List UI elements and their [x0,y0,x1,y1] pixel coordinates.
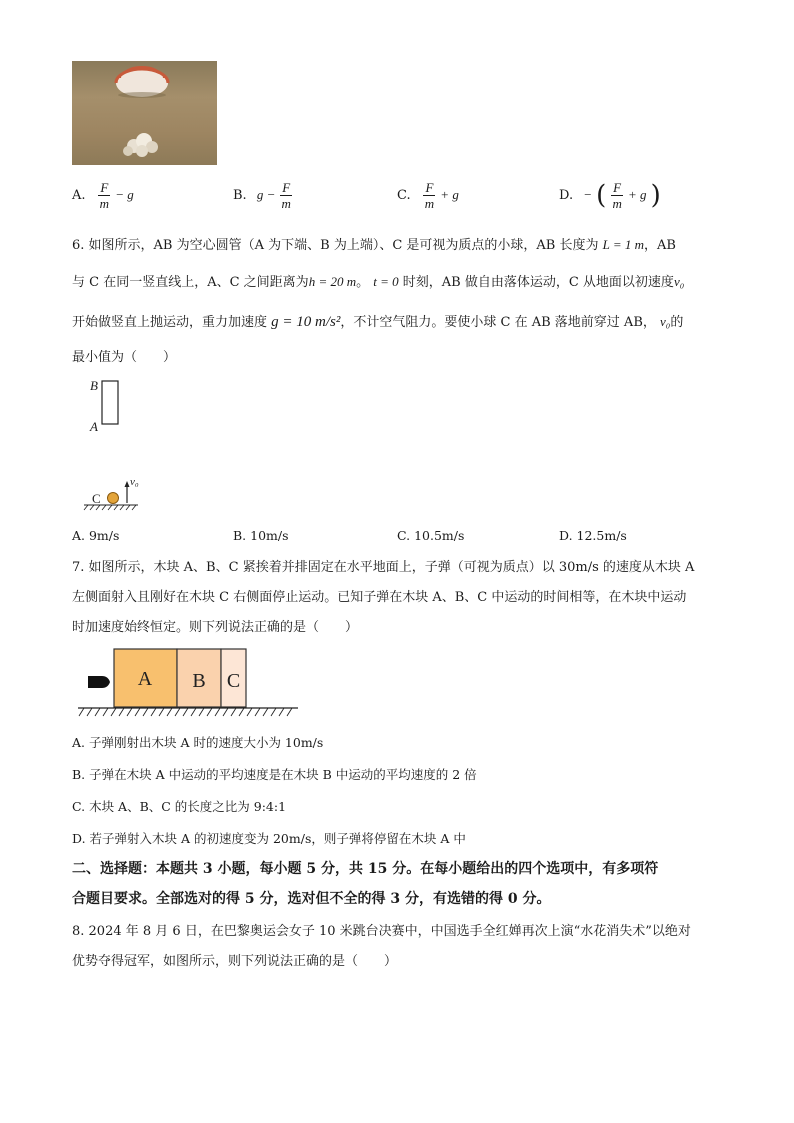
q7-option-c: C. 木块 A、B、C 的长度之比为 9:4:1 [72,799,287,814]
q7-option-b: B. 子弹在木块 A 中运动的平均速度是在木块 B 中运动的平均速度的 2 倍 [72,767,477,782]
section-2-heading-line-1: 二、选择题：本题共 3 小题，每小题 5 分，共 15 分。在每小题给出的四个选项中，有多项符 [72,861,659,877]
q6-line-4: 最小值为（ ） [72,350,177,365]
q7-option-a: A. 子弹刚射出木块 A 时的速度大小为 10m/s [72,735,324,750]
block-b-label: B [192,670,206,692]
ball-c [108,493,119,504]
q5-option-c: C. $\frac{F}{m}$ + g [397,180,459,211]
fraction: $\frac{F}{m}$ [281,180,291,211]
q8-line-1: 8. 2024 年 8 月 6 日，在巴黎奥运会女子 10 米跳台决赛中，中国选手全红婵再次上演“水花消失术”以绝对 [72,924,691,939]
block-c-label: C [226,670,241,692]
section-2-heading-line-2: 合题目要求。全部选对的得 5 分，选对但不全的得 3 分，有选错的得 0 分。 [72,891,551,907]
label-b: B [90,378,98,393]
q6-option-d: D. 12.5m/s [559,528,627,543]
q7-line-2: 左侧面射入且刚好在木块 C 右侧面停止运动。已知子弹在木块 A、B、C 中运动的时间相等，在木块中运动 [72,590,687,605]
q8-line-2: 优势夺得冠军，如图所示，则下列说法正确的是（ ） [72,954,398,969]
q6-option-b: B. 10m/s [233,528,289,543]
right-paren: ) [650,180,661,211]
q7-option-d: D. 若子弹射入木块 A 的初速度变为 20m/s，则子弹将停留在木块 A 中 [72,831,466,846]
q5-option-d: D. − ( $\frac{F}{m}$ + g ) [559,180,661,211]
q5-option-a: A. $\frac{F}{m}$ − g [72,180,134,211]
q6-figure [82,375,162,515]
q7-line-1: 7. 如图所示，木块 A、B、C 紧挨着并排固定在水平地面上，子弹（可视为质点）以 30m/s 的速度从木块 A [72,560,695,575]
q6-option-a: A. 9m/s [72,528,120,543]
q7-figure [76,646,302,720]
block-a-label: A [137,668,153,690]
label-a: A [90,419,98,434]
bullet-icon [88,676,110,688]
q7-line-3: 时加速度始终恒定。则下列说法正确的是（ ） [72,620,359,635]
fraction: $\frac{F}{m}$ [424,180,435,211]
q6-line-1: 6. 如图所示，AB 为空心圆管（A 为下端、B 为上端）、C 是可视为质点的小球，AB 长度为 L = 1 m，AB [72,237,676,253]
q5-option-b: B. g − $\frac{F}{m}$ [233,180,291,211]
q6-line-2: 与 C 在同一竖直线上，A、C 之间距离为h = 20 m。 t = 0 时刻，AB 做自由落体运动，C 从地面以初速度v₀ [72,274,685,290]
capsule-landing-photo [72,61,217,165]
fraction: $\frac{F}{m}$ [99,180,110,211]
q6-option-c: C. 10.5m/s [397,528,465,543]
tube-ab [102,381,118,424]
label-c: C [92,491,101,506]
label-v0: v₀ [130,476,139,488]
q6-line-3: 开始做竖直上抛运动，重力加速度 g = 10 m/s²，不计空气阻力。要使小球 C 在 AB 落地前穿过 AB， v₀的 [72,314,684,330]
fraction: $\frac{F}{m}$ [612,180,622,211]
left-paren: ( [596,180,607,211]
